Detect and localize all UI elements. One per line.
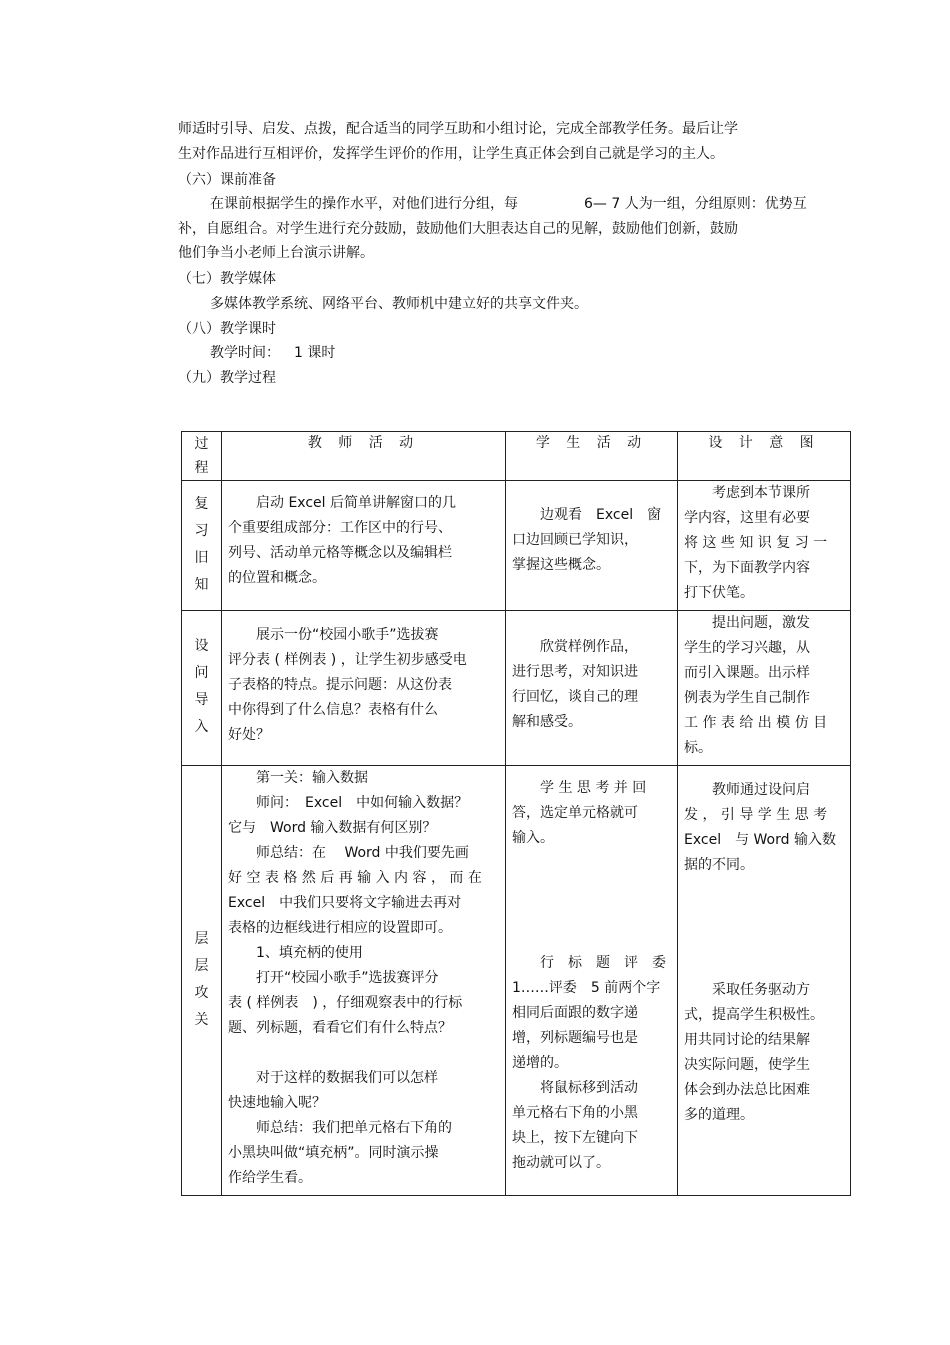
table-header-row	[182, 432, 851, 481]
text-line: 评分表 ( 样例表 ) ，让学生初步感受电	[228, 652, 467, 668]
text-line: 题、列标题，看看它们有什么特点？	[228, 1020, 452, 1036]
text-line: 展示一份“校园小歌手”选拔赛	[228, 627, 439, 643]
header-stage-char-1: 过	[194, 436, 209, 452]
text-line: 师总结：在 Word 中我们要先画	[228, 845, 469, 861]
student-activity-cell	[506, 611, 678, 766]
text-line: 第一关：输入数据	[228, 770, 368, 786]
text-line: 而引入课题。出示样	[684, 665, 810, 681]
blank-line	[512, 851, 671, 876]
stage-char: 设	[194, 638, 209, 654]
header-stage-char-2: 程	[194, 460, 209, 476]
header-teacher-activity: 教 师 活 动	[222, 432, 506, 481]
teacher-activity-cell	[222, 766, 506, 1196]
intro-line-2: 生对作品进行互相评价，发挥学生评价的作用，让学生真正体会到自己就是学习的主人。	[178, 146, 724, 162]
text-line: 体会到办法总比困难	[684, 1082, 810, 1098]
stage-char: 导	[194, 692, 209, 708]
table-row	[182, 481, 851, 611]
section-8-line-1b: 1 课时	[294, 345, 336, 361]
text-line: 工 作 表 给 出 模 仿 目	[684, 715, 828, 731]
student-activity-cell	[506, 481, 678, 611]
text-line: 作给学生看。	[228, 1170, 312, 1186]
stage-char: 攻	[194, 985, 209, 1001]
text-line: 对于这样的数据我们可以怎样	[228, 1070, 438, 1086]
text-line: 例表为学生自己制作	[684, 690, 810, 706]
stage-char: 旧	[194, 550, 209, 566]
header-student-activity: 学 生 活 动	[506, 432, 678, 481]
text-line: 提出问题，激发	[684, 615, 810, 631]
text-line: 决实际问题，使学生	[684, 1057, 810, 1073]
text-line: 行回忆，谈自己的理	[512, 689, 638, 705]
text-line: 用共同讨论的结果解	[684, 1032, 810, 1048]
stage-char: 关	[194, 1012, 209, 1028]
stage-cell-question	[182, 611, 222, 766]
blank-line	[228, 1041, 499, 1066]
text-line: 小黑块叫做“填充柄”。同时演示操	[228, 1145, 439, 1161]
blank-line	[512, 876, 671, 901]
blank-line	[684, 903, 844, 928]
section-7-title: （七）教学媒体	[178, 271, 276, 287]
text-line: 拖动就可以了。	[512, 1155, 610, 1171]
text-line: 块上，按下左键向下	[512, 1130, 638, 1146]
text-line: 欣赏样例作品，	[512, 639, 638, 655]
text-line: 列号、活动单元格等概念以及编辑栏	[228, 545, 452, 561]
teaching-process-table	[181, 431, 851, 1196]
text-line: 中你得到了什么信息？表格有什么	[228, 702, 438, 718]
text-line: Excel 与 Word 输入数	[684, 832, 836, 848]
text-line: 进行思考，对知识进	[512, 664, 638, 680]
text-line: 好处？	[228, 727, 270, 743]
text-line: 打开“校园小歌手”选拔赛评分	[228, 970, 439, 986]
stage-cell-levels	[182, 766, 222, 1196]
section-6-line-2: 补，自愿组合。对学生进行充分鼓励，鼓励他们大胆表达自己的见解，鼓励他们创新，鼓励	[178, 221, 738, 237]
teacher-activity-cell	[222, 481, 506, 611]
text-line: 相同后面跟的数字递	[512, 1005, 638, 1021]
section-6-line-1b: 6— 7 人为一组，分组原则：优势互	[584, 196, 807, 212]
blank-line	[684, 928, 844, 953]
text-line: 的位置和概念。	[228, 570, 326, 586]
text-line: 将 这 些 知 识 复 习 一	[684, 535, 828, 551]
text-line: 单元格右下角的小黑	[512, 1105, 638, 1121]
text-line: 打下伏笔。	[684, 585, 754, 601]
text-line: 口边回顾已学知识，	[512, 532, 638, 548]
text-line: 多的道理。	[684, 1107, 754, 1123]
text-line: 掌握这些概念。	[512, 557, 610, 573]
text-line: 学 生 思 考 并 回	[512, 780, 647, 796]
blank-line	[684, 953, 844, 978]
design-intent-cell	[678, 611, 851, 766]
intro-line-1: 师适时引导、启发、点拨，配合适当的同学互助和小组讨论，完成全部教学任务。最后让学	[178, 121, 738, 137]
section-7-line-1: 多媒体教学系统、网络平台、教师机中建立好的共享文件夹。	[210, 296, 588, 312]
text-line: 表 ( 样例表 ) ，仔细观察表中的行标	[228, 995, 463, 1011]
text-line: 师问： Excel 中如何输入数据？	[228, 795, 469, 811]
blank-line	[684, 878, 844, 903]
text-line: 解和感受。	[512, 714, 582, 730]
text-line: 发 ， 引 导 学 生 思 考	[684, 807, 828, 823]
header-stage	[182, 432, 222, 481]
text-line: 下，为下面教学内容	[684, 560, 810, 576]
text-line: 教师通过设问启	[684, 782, 810, 798]
text-line: 式，提高学生积极性。	[684, 1007, 824, 1023]
stage-char: 复	[194, 496, 209, 512]
text-line: 答，选定单元格就可	[512, 805, 638, 821]
section-6-line-1: 在课前根据学生的操作水平，对他们进行分组，每	[210, 196, 518, 212]
blank-line	[512, 901, 671, 926]
teacher-activity-cell	[222, 611, 506, 766]
text-line: 它与 Word 输入数据有何区别？	[228, 820, 437, 836]
section-6-title: （六）课前准备	[178, 172, 276, 188]
blank-line	[512, 926, 671, 951]
design-intent-cell	[678, 766, 851, 1196]
text-line: 考虑到本节课所	[684, 485, 810, 501]
text-line: 快速地输入呢？	[228, 1095, 326, 1111]
section-8-title: （八）教学课时	[178, 321, 276, 337]
text-line: 递增的。	[512, 1055, 568, 1071]
text-line: 采取任务驱动方	[684, 982, 810, 998]
section-9-title: （九）教学过程	[178, 370, 276, 386]
text-line: 表格的边框线进行相应的设置即可。	[228, 920, 452, 936]
text-line: 增，列标题编号也是	[512, 1030, 638, 1046]
text-line: Excel 中我们只要将文字输进去再对	[228, 895, 462, 911]
header-design-intent: 设 计 意 图	[678, 432, 851, 481]
text-line: 启动 Excel 后简单讲解窗口的几	[228, 495, 456, 511]
table-row	[182, 766, 851, 1196]
text-line: 子表格的特点。提示问题：从这份表	[228, 677, 452, 693]
stage-char: 入	[194, 719, 209, 735]
stage-char: 知	[194, 577, 209, 593]
design-intent-cell	[678, 481, 851, 611]
text-line: 据的不同。	[684, 857, 754, 873]
stage-char: 习	[194, 523, 209, 539]
text-line: 1……评委 5 前两个字	[512, 980, 661, 996]
text-line: 边观看 Excel 窗	[512, 507, 662, 523]
student-activity-cell	[506, 766, 678, 1196]
text-line: 标。	[684, 740, 712, 756]
table-row	[182, 611, 851, 766]
text-line: 师总结：我们把单元格右下角的	[228, 1120, 452, 1136]
stage-char: 问	[194, 665, 209, 681]
stage-cell-review	[182, 481, 222, 611]
text-line: 好 空 表 格 然 后 再 输 入 内 容 ， 而 在	[228, 870, 482, 886]
text-line: 学生的学习兴趣，从	[684, 640, 810, 656]
stage-char: 层	[194, 958, 209, 974]
text-line: 学内容，这里有必要	[684, 510, 810, 526]
text-line: 1、填充柄的使用	[228, 945, 363, 961]
text-line: 个重要组成部分：工作区中的行号、	[228, 520, 452, 536]
text-line: 输入。	[512, 830, 554, 846]
section-8-line-1a: 教学时间：	[210, 345, 280, 361]
text-line: 行 标 题 评 委	[512, 955, 666, 971]
text-line: 将鼠标移到活动	[512, 1080, 638, 1096]
section-6-line-3: 他们争当小老师上台演示讲解。	[178, 245, 374, 261]
stage-char: 层	[194, 931, 209, 947]
